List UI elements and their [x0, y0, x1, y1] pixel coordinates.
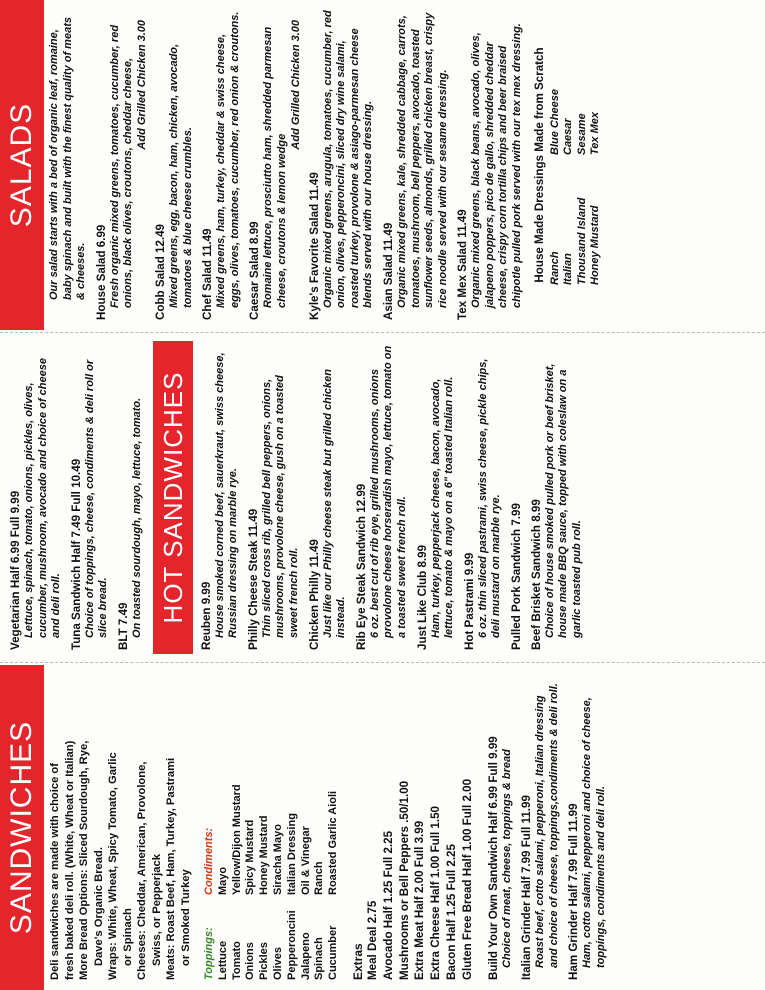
item-name: Ham Grinder Half 7.99 Full 11.99	[567, 803, 581, 980]
extra-item: Avocado Half 1.25 Full 2.25	[381, 830, 395, 980]
menu-item	[307, 345, 349, 650]
extra-item: Meal Deal 2.75	[365, 900, 379, 980]
sandwiches-column	[0, 665, 765, 990]
item-description: Just like our Philly cheese steak but grilled chicken instead.	[321, 369, 348, 638]
intro-line: Dave's Organic Bread.	[92, 847, 105, 966]
item-name: Just Like Club 8.99	[415, 544, 429, 650]
toppings-condiments	[203, 675, 341, 980]
intro-line: Swiss, or Pepperjack	[150, 854, 163, 966]
item-name: Cobb Salad 12.49	[153, 223, 167, 320]
sandwich-intro	[48, 675, 193, 980]
toppings-heading: Toppings:	[203, 927, 215, 980]
dressing: Tex Mex	[589, 111, 602, 155]
menu-item	[566, 675, 608, 980]
item-name: Philly Cheese Steak 11.49	[246, 508, 260, 650]
condiment: Yellow/Dijon Mustard	[230, 784, 243, 895]
dressing: Honey Mustard	[589, 205, 602, 285]
item-name: Caesar Salad 8.99	[248, 221, 262, 320]
item-description: 6 oz. thin sliced pastrami, swiss cheese, pickle chips, deli mustard on marble rye.	[476, 358, 503, 638]
condiment: Roasted Garlic Aioli	[327, 790, 340, 895]
condiment: Italian Dressing	[285, 813, 298, 895]
condiment: Honey Mustard	[258, 815, 271, 895]
extras-heading: Extras	[350, 943, 365, 980]
topping: Pepperoncini	[285, 910, 298, 980]
item-description: Choice of toppings, cheese, condiments & deli roll or slice bread.	[83, 359, 110, 638]
item-name: Build Your Own Sandwich Half 6.99 Full 9.99	[486, 736, 500, 980]
menu-item	[519, 675, 561, 980]
menu-item	[94, 10, 148, 320]
item-description: House smoked corned beef, sauerkraut, swiss cheese, Russian dressing on marble rye.	[213, 352, 240, 638]
menu-item	[200, 10, 242, 320]
menu-item	[486, 675, 515, 980]
item-description: Organic mixed greens, kale, shredded cabbage, carrots, tomatoes, mushroom, bell peppers, avocado, toasted sunflower seeds, almonds, grilled chicken breast, crispy rice noodle served with our sesame dressing.	[395, 12, 449, 308]
menu-item	[307, 10, 376, 320]
intro-line: Meats: Roast Beef, Ham, Turkey, Pastrami	[165, 757, 177, 980]
intro-line: Deli sandwiches are made with choice of	[49, 763, 61, 980]
item-name: Asian Salad 11.49	[381, 222, 395, 320]
salads-column	[0, 0, 765, 330]
column-divider	[0, 662, 765, 663]
topping: Tomato	[230, 941, 243, 980]
intro-line: fresh baked deli roll. (White, Wheat or Italian)	[63, 740, 76, 980]
item-description: Organic mixed greens, black beans, avocado, olives, jalapeno poppers, pico de gallo, shredded cheddar cheese, crispy corn tortilla chips and beer braised chipotle pulled pork served with our tex mex dressing.	[470, 23, 524, 308]
intro-line: or Smoked Turkey	[179, 869, 192, 966]
item-description: Ham, cotto salami, pepperoni and choice of cheese, toppings, condiments and deli roll.	[581, 697, 607, 968]
item-description: Romaine lettuce, prosciutto ham, shredded parmesan cheese, croutons & lemon wedge	[262, 26, 288, 308]
condiment: Mayo	[216, 866, 229, 895]
condiment: Spicy Mustard	[244, 819, 257, 895]
condiment: Oil & Vinegar	[299, 826, 312, 895]
menu-item	[247, 10, 301, 320]
item-name: BLT 7.49	[116, 602, 130, 650]
item-description: Thin sliced cross rib, grilled bell peppers, onions, mushrooms, provolone cheese, gush on a toasted sweet french roll.	[260, 375, 300, 638]
menu-item	[153, 10, 195, 320]
hot-sandwiches-banner: HOT SANDWICHES	[153, 341, 193, 654]
item-name: Tuna Sandwich Half 7.49 Full 10.49	[69, 458, 83, 650]
dressings-right	[549, 45, 603, 155]
intro-line: or Spinach	[121, 908, 134, 966]
topping: Lettuce	[216, 940, 229, 980]
item-name: Tex Mex Salad 11.49	[456, 209, 470, 320]
item-description: On toasted sourdough, mayo, lettuce, tomato.	[130, 397, 143, 638]
menu-item	[116, 345, 145, 650]
dressings-list	[549, 10, 603, 320]
topping: Pickles	[258, 942, 271, 980]
menu-item	[246, 345, 302, 650]
menu-item	[462, 345, 504, 650]
item-description: Roast beef, cotto salami, pepperoni, Italian dressing and choice of cheese, toppings,condiments & deli roll.	[534, 683, 560, 968]
extra-item: Gluten Free Bread Half 1.00 Full 2.00	[460, 778, 474, 980]
condiment: Siracha Mayo	[271, 824, 284, 895]
salad-intro: Our salad starts with a bed of organic leaf, romaine, baby spinach and built with the finest quality of meats & cheeses.	[48, 17, 88, 300]
salads-banner: SALADS	[0, 0, 44, 330]
toppings-list	[203, 895, 341, 980]
menu-item	[199, 345, 241, 650]
dressing: Sesame	[575, 113, 588, 155]
item-description: 6 oz. best cut of rib eye, grilled mushrooms, onions provolone cheese horseradish mayo, lettuce, tomato on a toasted sweet french roll.	[368, 345, 408, 638]
item-description: Choice of meat, cheese, toppings & bread	[500, 749, 513, 968]
topping: Onions	[244, 942, 257, 980]
item-description: Fresh organic mixed greens, tomatoes, cucumber, red onions, black olives, croutons, cheddar cheese,	[108, 24, 135, 308]
item-name: Italian Grinder Half 7.99 Full 11.99	[520, 795, 534, 980]
extra-item: Extra Cheese Half 1.00 Full 1.50	[429, 806, 443, 980]
item-name: Pulled Pork Sandwich 7.99	[509, 503, 523, 650]
item-description: Mixed greens, egg, bacon, ham, chicken, avocado, tomatoes & blue cheese crumbles.	[167, 43, 194, 308]
menu-item	[529, 345, 585, 650]
extras-list	[365, 675, 476, 980]
dressing: Italian	[562, 253, 575, 285]
dressing: Blue Cheese	[548, 88, 561, 155]
item-name: Rib Eye Steak Sandwich 12.99	[354, 483, 368, 650]
item-description: Choice of house smoked pulled pork or beef brisket, house made BBQ sauce, topped with coleslaw on a garlic toasted pub roll.	[543, 363, 584, 638]
dressings-heading: House Made Dressings Made from Scratch	[532, 47, 546, 283]
dressing: Ranch	[548, 251, 561, 285]
condiment: Ranch	[313, 861, 326, 895]
item-description: Organic mixed greens, arugula, tomatoes, cucumber, red onion, olives, pepperoncini, sliced dry wine salami, roasted turkey, provolone & asiago-parmesan cheese blends served with our house dressing.	[321, 10, 375, 308]
intro-line: Cheeses: Cheddar, American, Provolone,	[136, 761, 148, 980]
sandwiches-banner: SANDWICHES	[0, 665, 44, 990]
menu-item	[455, 10, 524, 320]
item-name: Hot Pastrami 9.99	[462, 552, 476, 650]
condiments-heading: Condiments:	[203, 827, 215, 895]
topping: Jalapeno	[299, 932, 312, 980]
extra-item: Bacon Half 1.25 Full 2.25	[444, 844, 458, 980]
item-description: Mixed greens, ham, turkey, cheddar & swiss cheese, eggs, olives, tomatoes, cucumber, red onion & croutons.	[215, 11, 241, 308]
extra-item: Extra Meat Half 2.00 Full 3.99	[413, 820, 427, 980]
item-name: House Salad 6.99	[94, 224, 108, 320]
topping: Cucumber	[327, 925, 340, 980]
item-name: Chef Salad 11.49	[201, 228, 215, 320]
item-description: Ham, turkey, pepperjack cheese, bacon, avocado, lettuce, tomato & mayo on a 6" toasted Italian roll.	[429, 376, 456, 638]
column-divider	[0, 332, 765, 333]
menu-item	[354, 345, 410, 650]
topping: Spinach	[313, 937, 326, 980]
item-addon: Add Grilled Chicken 3.00	[135, 20, 148, 150]
intro-line: Wraps: White, Wheat, Spicy Tomato, Garlic	[107, 752, 119, 980]
menu-item	[8, 345, 64, 650]
menu-item	[69, 345, 111, 650]
dressing: Thousand Island	[575, 197, 588, 285]
dressing: Caesar	[562, 118, 575, 155]
item-name: Beef Brisket Sandwich 8.99	[529, 499, 543, 650]
item-name: Reuben 9.99	[199, 581, 213, 650]
intro-line: More Bread Options: Sliced Sourdough, Rye,	[78, 740, 90, 980]
item-name: Kyle's Favorite Salad 11.49	[307, 172, 321, 320]
item-addon: Add Grilled Chicken 3.00	[289, 20, 302, 150]
topping: Olives	[271, 946, 284, 980]
menu-item	[509, 345, 524, 650]
menu-item	[415, 345, 457, 650]
condiments-list	[203, 755, 341, 895]
hot-sandwiches-column	[0, 335, 765, 660]
extra-item: Mushrooms or Bell Peppers .50/1.00	[397, 780, 411, 980]
item-name: Vegetarian Half 6.99 Full 9.99	[9, 490, 22, 650]
item-name: Chicken Philly 11.49	[307, 539, 321, 650]
menu-item	[381, 10, 450, 320]
item-description: Lettuce, spinach, tomato, onions, pickles, olives, cucumber, mushroom, avocado and choice of cheese and deli roll.	[23, 358, 63, 638]
dressings-left	[549, 175, 603, 285]
